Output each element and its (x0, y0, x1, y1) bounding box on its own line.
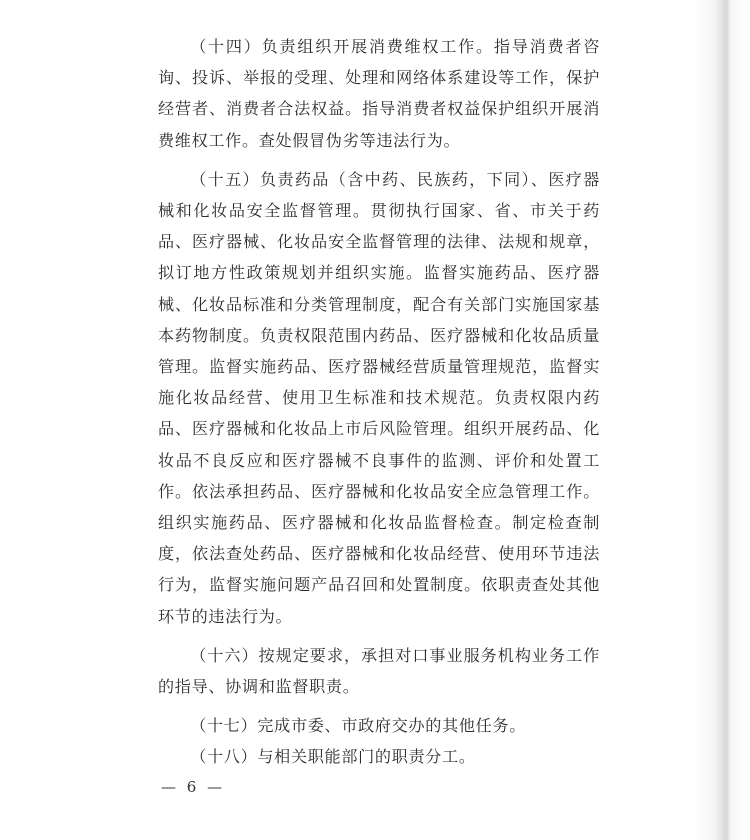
paragraph-item-14: （十四）负责组织开展消费维权工作。指导消费者咨询、投诉、举报的受理、处理和网络体系建设等工作，保护经营者、消费者合法权益。指导消费者权益保护组织开展消费维权工作。查处假冒伪劣等违法行为。 (158, 37, 600, 150)
page-number: — 6 — (161, 778, 226, 796)
paragraph-item-15: （十五）负责药品（含中药、民族药，下同）、医疗器械和化妆品安全监督管理。贯彻执行国家、省、市关于药品、医疗器械、化妆品安全监督管理的法律、法规和规章，拟订地方性政策规划并组织实施。监督实施药品、医疗器械、化妆品标准和分类管理制度，配合有关部门实施国家基本药物制度。负责权限范围内药品、医疗器械和化妆品质量管理。监督实施药品、医疗器械经营质量管理规范，监督实施化妆品经营、使用卫生标准和技术规范。负责权限内药品、医疗器械和化妆品上市后风险管理。组织开展药品、化妆品不良反应和医疗器械不良事件的监测、评价和处置工作。依法承担药品、医疗器械和化妆品安全应急管理工作。组织实施药品、医疗器械和化妆品监督检查。制定检查制度，依法查处药品、医疗器械和化妆品经营、使用环节违法行为，监督实施问题产品召回和处置制度。依职责查处其他环节的违法行为。 (158, 169, 600, 626)
paragraph-item-17: （十七）完成市委、市政府交办的其他任务。 (190, 716, 527, 736)
scanned-page-edge (694, 0, 750, 840)
document-page (158, 31, 600, 773)
paragraph-item-18: （十八）与相关职能部门的职责分工。 (190, 747, 476, 767)
paragraph-item-16: （十六）按规定要求，承担对口事业服务机构业务工作的指导、协调和监督职责。 (158, 645, 600, 697)
